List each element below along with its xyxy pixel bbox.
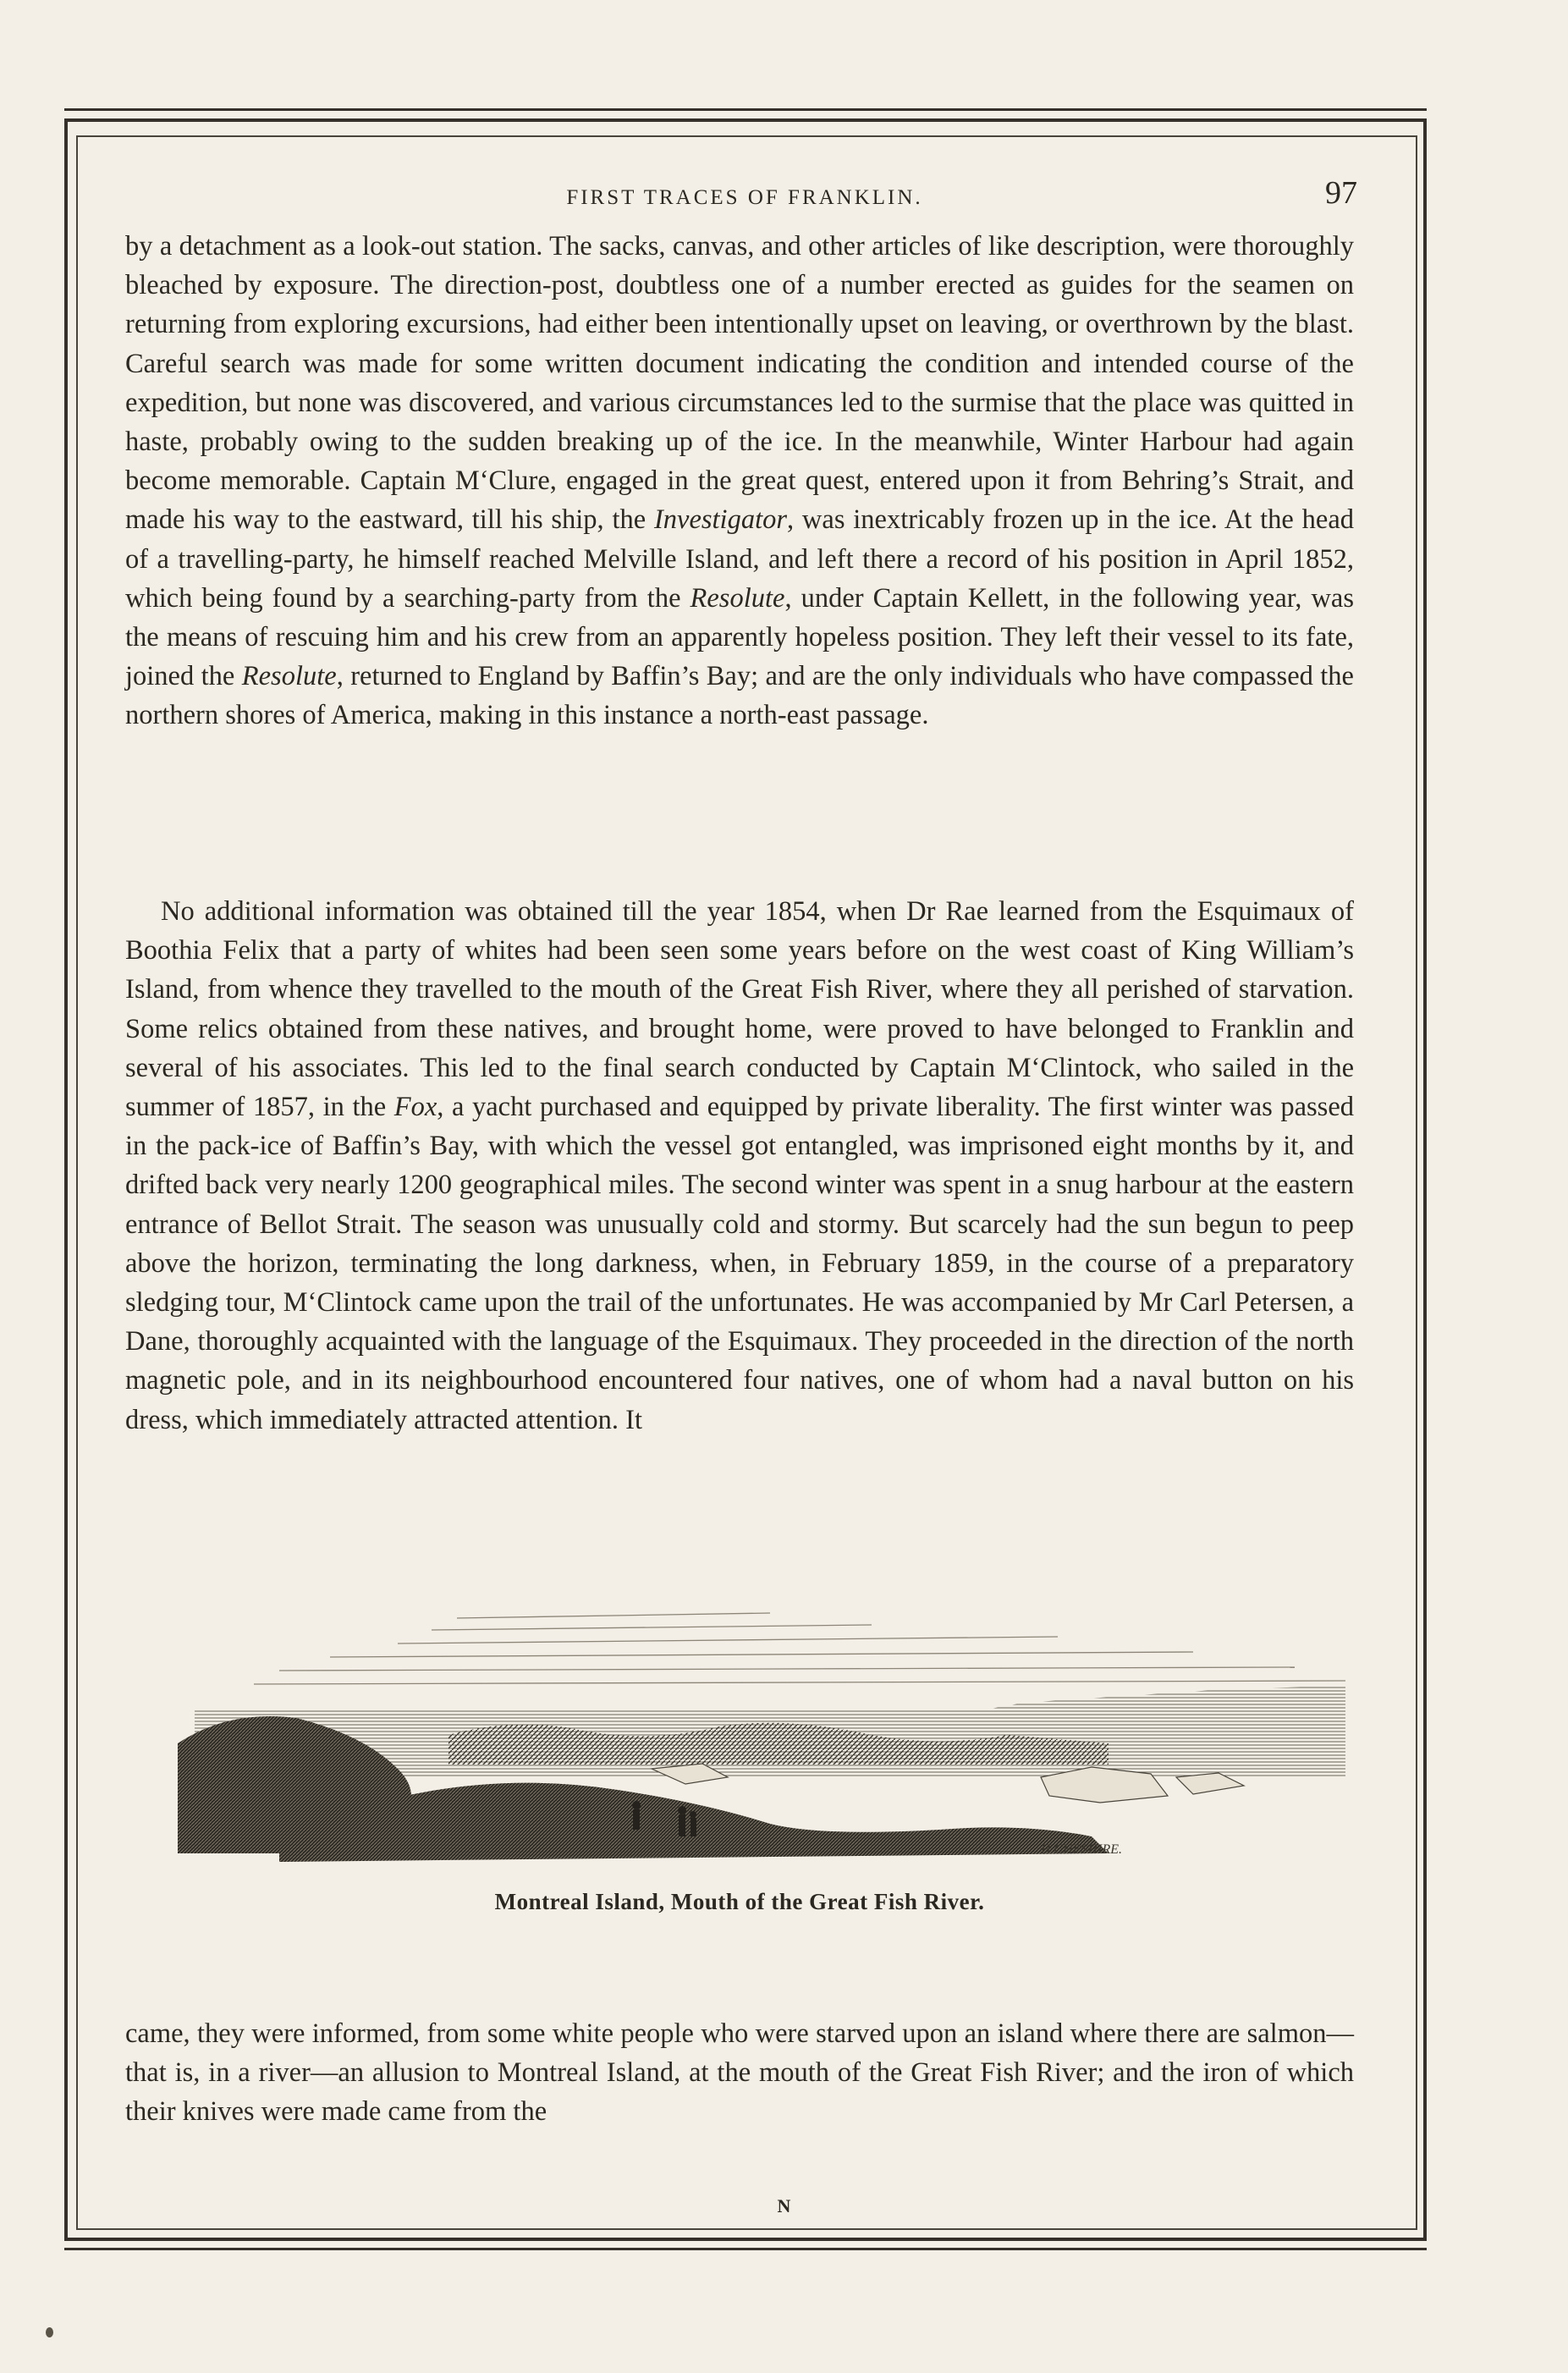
illustration-caption: Montreal Island, Mouth of the Great Fish River. [494, 1889, 985, 1914]
italic-run: Investigator [653, 504, 788, 536]
bottom-rule [64, 2248, 1427, 2250]
italic-run: Resolute [241, 661, 337, 692]
page-header [127, 174, 1362, 217]
italic-run: Fox [393, 1092, 437, 1123]
paragraph-3 [125, 2014, 1354, 2131]
italic-run: Resolute [690, 582, 785, 614]
engraver-mark: H.CHESHIRE. [1041, 1842, 1122, 1857]
text-run: came, they were informed, from some white people who were starved upon an island where there are salmon—that is, in a river—an allusion to Montreal Island, at the mouth of the Great Fish River; and the iron of which their knives were made came from the [125, 2018, 1354, 2127]
top-rule [64, 108, 1427, 111]
ink-speck [46, 2327, 53, 2337]
signature-mark: N [777, 2195, 791, 2216]
text-run: by a detachment as a look-out station. The sacks, canvas, and other articles of like description, were thoroughly bleached by exposure. The direction-post, doubtless one of a number erected as guides for the seamen on returning from exploring excursions, had either been intentionally upset on leaving, or overthrown by the blast. Careful search was made for some written document indicating the condition and intended course of the expedition, but none was discovered, and various circumstances led to the surmise that the place was quitted in haste, probably owing to the sudden breaking up of the ice. In the meanwhile, Winter Harbour had again become memorable. Captain M‘Clure, engaged in the great quest, entered upon it from Behring’s Strait, and made his way to the eastward, till his ship, the [125, 231, 1354, 536]
text-run: No additional information was obtained till the year 1854, when Dr Rae learned from the Esquimaux of Boothia Felix that a party of whites had been seen some years before on the west coast of King William’s Island, from whence they travelled to the mouth of the Great Fish River, where they all perished of starvation. Some relics obtained from these natives, and brought home, were proved to have belonged to Franklin and several of his associates. This led to the final search conducted by Captain M‘Clintock, who sailed in the summer of 1857, in the [125, 896, 1354, 1123]
page-number: 97 [1325, 175, 1357, 211]
engraving-montreal-island [178, 1608, 1345, 1862]
paragraph-2 [125, 892, 1354, 1440]
text-run: , returned to England by Baffin’s Bay; and are the only individuals who have compassed the northern shores of America, making in this instance a north-east passage. [125, 661, 1354, 731]
paragraph-1 [125, 227, 1354, 735]
text-run: , was inextricably frozen up in the ice. At the head of a travelling-party, he himself reached Melville Island, and left there a record of his position in April 1852, which being found by a searching-party from the [125, 504, 1354, 614]
text-run: , a yacht purchased and equipped by private liberality. The first winter was passed in the pack-ice of Baffin’s Bay, with which the vessel got entangled, was imprisoned eight months by it, and drifted back very nearly 1200 geographical miles. The second winter was spent in a snug harbour at the eastern entrance of Bellot Strait. The season was unusually cold and stormy. But scarcely had the sun begun to peep above the horizon, terminating the long darkness, when, in February 1859, in the course of a preparatory sledging tour, M‘Clintock came upon the trail of the unfortunates. He was accompanied by Mr Carl Petersen, a Dane, thoroughly acquainted with the language of the Esquimaux. They proceeded in the direction of the north magnetic pole, and in its neighbourhood encountered four natives, one of whom had a naval button on his dress, which immediately attracted attention. It [125, 1092, 1355, 1435]
text-run: , under Captain Kellett, in the following year, was the means of rescuing him and his crew from an apparently hopeless position. They left their vessel to its fate, joined the [125, 582, 1354, 692]
running-head: FIRST TRACES OF FRANKLIN. [566, 186, 923, 209]
sky-strokes [254, 1613, 1345, 1684]
